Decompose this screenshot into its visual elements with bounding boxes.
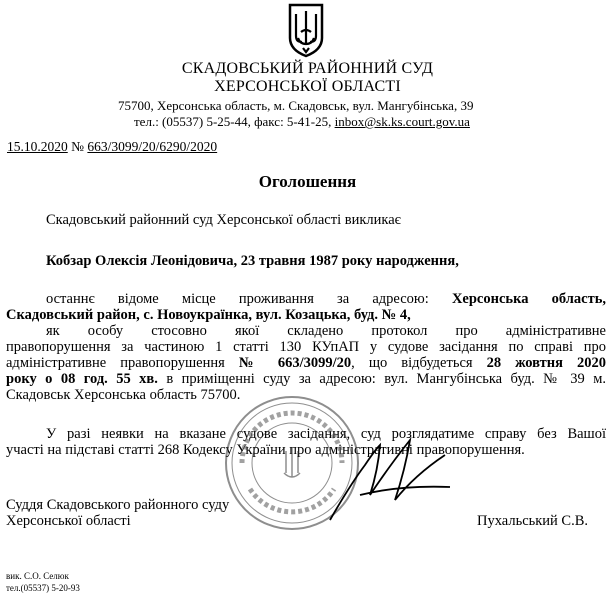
- intro-text: Скадовський районний суд Херсонської області викликає: [46, 212, 401, 228]
- judge-title-line1: Суддя Скадовського районного суду: [6, 497, 230, 513]
- hearing-date: 28 жовтня 2020: [486, 355, 606, 371]
- residence-line1: [46, 291, 606, 307]
- text-fragment: , що відбудеться: [351, 355, 487, 371]
- text-fragment: в приміщенні суду за адресою: вул. Мангубінська буд. № 39 м.: [157, 371, 606, 387]
- paragraph-line: Скадовськ Херсонська область 75700.: [6, 387, 241, 403]
- page-title: Оголошення: [258, 172, 357, 191]
- residence-line2: Скадовський район, с. Новоукраїнка, вул. Козацька, буд. № 4,: [6, 307, 411, 323]
- judge-name: Пухальський С.В.: [477, 513, 589, 529]
- document-date: 15.10.2020: [7, 139, 68, 154]
- person-name: Кобзар Олексія Леонідовича, 23 травня 1987 року народження,: [46, 253, 459, 269]
- court-contacts: [134, 114, 470, 130]
- paragraph-line: правопорушення за частиною 1 статті 130 КУпАП у судове засідання по справі про: [6, 339, 606, 355]
- court-address: 75700, Херсонська область, м. Скадовськ, вул. Мангубінська, 39: [118, 98, 474, 113]
- paragraph-line: [6, 371, 606, 387]
- court-email-link[interactable]: inbox@sk.ks.court.gov.ua: [334, 114, 470, 129]
- paragraph-line: У разі неявки на вказане судове засідання, суд розглядатиме справу без Вашої: [46, 426, 606, 442]
- residence-label: останнє відоме місце проживання за адресою:: [46, 291, 429, 307]
- case-number: № 663/3099/20: [238, 355, 352, 371]
- paragraph-line: як особу стосовно якої складено протокол про адміністративне: [46, 323, 606, 339]
- executor-phone: тел.(05537) 5-20-93: [6, 583, 80, 593]
- document-number: 663/3099/20/6290/2020: [87, 139, 218, 154]
- judge-title-line2: Херсонської області: [6, 513, 131, 529]
- judge-signature-icon: [320, 425, 460, 535]
- paragraph-line: [6, 355, 606, 371]
- text-fragment: адміністративне правопорушення: [6, 355, 239, 371]
- court-name-line2: ХЕРСОНСЬКОЇ ОБЛАСТІ: [214, 78, 401, 95]
- court-phones: тел.: (05537) 5-25-44, факс: 5-41-25,: [134, 114, 332, 129]
- coat-of-arms-icon: [286, 2, 326, 58]
- court-name-line1: СКАДОВСЬКИЙ РАЙОННИЙ СУД: [181, 60, 434, 77]
- paragraph-line: участі на підставі статті 268 Кодексу України про адміністративні правопорушення.: [6, 442, 525, 458]
- document-reference: [7, 139, 217, 155]
- reference-number-prefix: №: [67, 139, 88, 154]
- hearing-time: року о 08 год. 55 хв.: [6, 371, 158, 387]
- executor-name: вик. С.О. Селюк: [6, 571, 69, 581]
- residence-region: Херсонська область,: [451, 291, 606, 307]
